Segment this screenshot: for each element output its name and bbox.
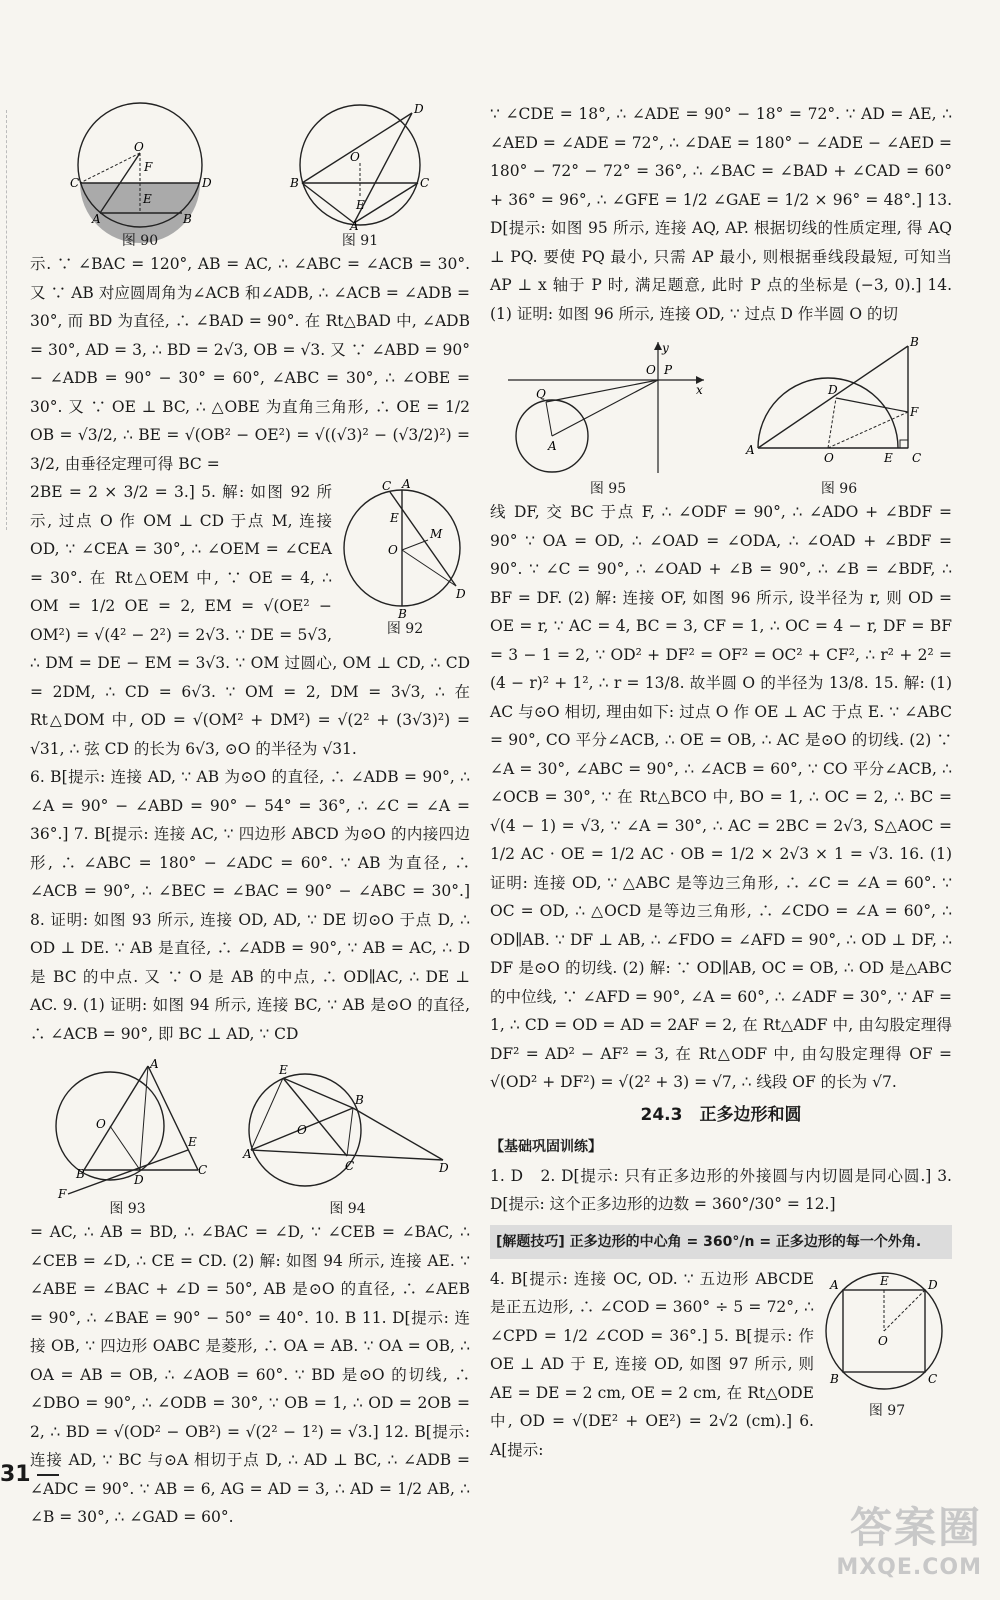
svg-text:C: C (420, 176, 430, 190)
page-number: 31 (0, 1462, 59, 1487)
right-column (490, 100, 952, 1464)
figure-92 (340, 478, 470, 638)
svg-text:C: C (928, 1371, 938, 1386)
left-paragraph-1: 示. ∵ ∠BAC = 120°, AB = AC, ∴ ∠ABC = ∠ACB = 30°. 又 ∵ AB 对应圆周角为∠ACB 和∠ADB, ∴ ∠ACB = ∠ADB = 30°, 而 BD 为直径, ∴ ∠BAD = 90°. 在 Rt△BAD 中, ∠ADB = 30°, AD = 3, ∴ BD = 2√3, OB = √3. 又 ∵ ∠ABD = 90° − ∠ADB = 90° − 30° = 60°, ∠ABC = 30°, ∴ ∠OBE = 30°. 又 ∵ OE ⊥ BC, ∴ △OBE 为直角三角形, ∴ OE = 1/2 OB = √3/2, ∴ BE = √(OB² − OE²) = √((√3)² − (√3/2)²) = 3/2, 由垂径定理可得 BC = (30, 255, 470, 473)
figure-92-caption: 图 92 (386, 621, 424, 637)
left-column (30, 100, 470, 1532)
svg-text:B: B (398, 607, 407, 621)
figure-95 (508, 338, 708, 498)
svg-text:D: D (414, 102, 424, 116)
svg-text:E: E (187, 1135, 197, 1149)
svg-text:E: E (356, 198, 365, 212)
figure-94 (243, 1058, 453, 1218)
svg-text:C: C (912, 451, 922, 465)
figure-91-diagram (290, 102, 430, 233)
figure-row-93-94 (30, 1048, 470, 1218)
svg-text:F: F (57, 1187, 66, 1201)
figure-row-95-96 (490, 328, 952, 498)
figure-90-diagram (70, 105, 210, 230)
svg-text:A: A (149, 1057, 159, 1071)
svg-text:O: O (95, 1117, 106, 1131)
svg-text:C: C (382, 479, 392, 493)
right-paragraph-3: 1. D 2. D[提示: 只有正多边形的外接圆与内切圆是同心圆.] 3. D[提示: 这个正多边形的边数 = 360°/30° = 12.] (490, 1166, 952, 1213)
figure-91 (290, 102, 430, 250)
svg-text:F: F (144, 160, 153, 174)
right-paragraph-1: ∵ ∠CDE = 18°, ∴ ∠ADE = 90° − 18° = 72°. ∵ AD = AE, ∴ ∠AED = ∠ADE = 72°, ∴ ∠DAE = 180° − ∠ADE − ∠AED = 180° − 72° − 72° = 36°, ∴ ∠BAC = ∠BAD + ∠CAD = 60° + 36° = 96°, ∴ ∠GFE = 1/2 ∠GAE = 1/2 × 96° = 48°.] 13. D[提示: 如图 95 所示, 连接 AQ, AP. 根据切线的性质定理, 得 AQ ⊥ PQ. 要使 PQ 最小, 只需 AP 最小, 则根据垂线段最短, 可知当 AP ⊥ x 轴于 P 时, 满足题意, 此时 P 点的坐标是 (−3, 0).] 14. (1) 证明: 如图 96 所示, 连接 OD, ∵ 过点 D 作半圆 O 的切 (490, 105, 952, 323)
svg-text:A: A (746, 443, 755, 457)
svg-text:B: B (183, 212, 192, 226)
svg-text:E: E (884, 451, 893, 465)
svg-text:E: E (390, 511, 399, 525)
svg-text:Q: Q (536, 387, 546, 401)
svg-text:A: A (548, 439, 557, 453)
figure-96-diagram (744, 335, 934, 478)
svg-text:D: D (438, 1161, 449, 1175)
figure-93-diagram (48, 1057, 208, 1201)
svg-text:B: B (75, 1167, 85, 1181)
svg-text:C: C (344, 1159, 354, 1173)
svg-text:A: A (350, 219, 359, 233)
svg-text:E: E (278, 1063, 288, 1077)
svg-text:B: B (354, 1093, 364, 1107)
svg-text:F: F (910, 405, 919, 419)
figure-91-caption: 图 91 (341, 233, 379, 249)
svg-text:D: D (456, 587, 466, 601)
right-paragraph-2: 线 DF, 交 BC 于点 F, ∴ ∠ODF = 90°, ∴ ∠ADO + ∠BDF = 90° ∵ OA = OD, ∴ ∠OAD = ∠ODA, ∴ ∠OAD + ∠BDF = 90°. ∵ ∠C = 90°, ∴ ∠OAD + ∠B = 90°, ∴ ∠B = ∠BDF, ∴ BF = DF. (2) 解: 连接 OF, 如图 96 所示, 设半径为 r, 则 OD = OE = r, ∵ AC = 4, BC = 3, CF = 1, ∴ OC = 4 − r, DF = BF = 3 − 1 = 2, ∵ OD² + DF² = OF² = OC² + CF², ∴ r² + 2² = (4 − r)² + 1², ∴ r = 13/8. 故半圆 O 的半径为 13/8. 15. 解: (1) AC 与⊙O 相切, 理由如下: 过点 O 作 OE ⊥ AC 于点 E. ∵ ∠ABC = 90°, CO 平分∠ACB, ∴ OE = OB, ∴ AC 是⊙O 的切线. (2) ∵ ∠A = 30°, ∠ABC = 90°, ∴ ∠ACB = 60°, ∵ CO 平分∠ACB, ∴ ∠OCB = 30°, ∵ 在 Rt△BCO 中, BO = 1, ∴ OC = 2, ∴ BC = √(4 − 1) = √3, ∵ ∠A = 30°, ∴ AC = 2BC = 2√3, S△AOC = 1/2 AC · OE = 1/2 AC · OB = 1/2 × 2√3 × 1 = √3. 16. (1) 证明: 连接 OD, ∵ △ABC 是等边三角形, ∴ ∠C = ∠A = 60°. ∵ OC = OD, ∴ △OCD 是等边三角形, ∴ ∠CDO = ∠A = 60°, ∴ OD∥AB. ∵ DF ⊥ AB, ∴ ∠FDO = ∠AFD = 90°, ∴ OD ⊥ DF, ∴ DF 是⊙O 的切线. (2) 解: ∵ OD∥AB, OC = OB, ∴ OD 是△ABC 的中位线, ∵ ∠AFD = 90°, ∠A = 60°, ∴ ∠ADF = 30°, ∵ AF = 1, ∴ CD = OD = AD = 2AF = 2, 在 Rt△ADF 中, 由勾股定理得 DF² = AD² − AF² = 3, 在 Rt△ODF 中, 由勾股定理得 OF = √(OD² + DF²) = √(2² + 3) = √7, ∴ 线段 OF 的长为 √7. (490, 503, 952, 1091)
svg-text:B: B (290, 176, 299, 190)
figure-90-caption: 图 90 (121, 233, 159, 249)
figure-95-caption: 图 95 (589, 481, 627, 497)
svg-text:M: M (430, 527, 443, 541)
svg-text:B: B (910, 335, 919, 349)
svg-text:O: O (350, 150, 360, 164)
tip-box (490, 1225, 952, 1259)
svg-text:P: P (664, 363, 673, 377)
svg-text:C: C (197, 1163, 207, 1177)
svg-text:x: x (696, 383, 703, 397)
figure-97 (822, 1265, 952, 1420)
section-tag-basic: 【基础巩固训练】 (490, 1139, 602, 1155)
svg-text:O: O (296, 1123, 307, 1137)
figure-93-caption: 图 93 (109, 1201, 146, 1217)
figure-94-diagram (243, 1058, 453, 1198)
figure-90 (70, 105, 210, 250)
watermark-site: MXQE.COM (836, 1555, 982, 1580)
figure-96 (744, 335, 934, 498)
svg-text:A: A (402, 477, 411, 491)
svg-text:O: O (878, 1333, 888, 1348)
svg-text:A: A (830, 1277, 839, 1292)
watermark-logo: 答案圈 (849, 1503, 982, 1552)
svg-text:D: D (828, 383, 838, 397)
svg-text:O: O (646, 363, 656, 377)
figure-97-diagram (822, 1265, 952, 1400)
watermark (836, 1495, 982, 1580)
svg-text:O: O (134, 140, 144, 154)
svg-text:D: D (928, 1277, 938, 1292)
figure-95-diagram (508, 338, 708, 478)
left-paragraph-2: 2BE = 2 × 3/2 = 3.] 5. 解: 如图 92 所示, 过点 O 作 OM ⊥ CD 于点 M, 连接 OD, ∵ ∠CEA = 30°, ∴ ∠OEM = ∠CEA = 30°. 在 Rt△OEM 中, ∵ OE = 4, ∴ OM = 1/2 OE = 2, EM = √(OE² − OM²) = √(4² − 2²) = 2√3. ∵ DE = 5√3, ∴ DM = DE − EM = 3√3. ∵ OM 过圆心, OM ⊥ CD, ∴ CD = 2DM, ∴ CD = 6√3. ∵ OM = 2, DM = 3√3, ∴ 在 Rt△DOM 中, OD = √(OM² + DM²) = √(2² + (3√3)²) = √31, ∴ 弦 CD 的长为 6√3, ⊙O 的半径为 √31. (30, 483, 470, 758)
figure-96-caption: 图 96 (820, 481, 858, 497)
figure-94-caption: 图 94 (329, 1201, 366, 1217)
left-paragraph-4: = AC, ∴ AB = BD, ∴ ∠BAC = ∠D, ∵ ∠CEB = ∠BAC, ∴ ∠CEB = ∠D, ∴ CE = CD. (2) 解: 如图 94 所示, 连接 AE. ∵ ∠ABE = ∠BAC + ∠D = 50°, AB 是⊙O 的直径, ∴ ∠AEB = 90°, ∴ ∠BAE = 90° − 50° = 40°. 10. B 11. D[提示: 连接 OB, ∵ 四边形 OABC 是菱形, ∴ OA = AB. ∵ OA = OB, ∴ OA = AB = OB, ∴ ∠AOB = 60°. ∵ BD 是⊙O 的切线, ∴ ∠DBO = 90°, ∴ ∠ODB = 30°, ∵ OB = 1, ∴ OD = 2OB = 2, ∴ BD = √(OD² − OB²) = √(2² − 1²) = √3.] 12. B[提示: 连接 AD, ∵ BC 与⊙A 相切于点 D, ∴ AD ⊥ BC, ∴ ∠ADB = ∠ADC = 90°. ∵ AB = 6, AG = AD = 3, ∴ AD = 1/2 AB, ∴ ∠B = 30°, ∴ ∠GAD = 60°. (30, 1223, 470, 1526)
left-paragraph-3: 6. B[提示: 连接 AD, ∵ AB 为⊙O 的直径, ∴ ∠ADB = 90°, ∴ ∠A = 90° − ∠ABD = 90° − 54° = 36°, ∴ ∠C = ∠A = 36°.] 7. B[提示: 连接 AC, ∵ 四边形 ABCD 为⊙O 的内接四边形, ∴ ∠ABC = 180° − ∠ADC = 60°. ∵ AB 为直径, ∴ ∠ACB = 90°, ∴ ∠BEC = ∠BAC = 90° − ∠ABC = 30°.] 8. 证明: 如图 93 所示, 连接 OD, AD, ∵ DE 切⊙O 于点 D, ∴ OD ⊥ DE. ∵ AB 是直径, ∴ ∠ADB = 90°, ∵ AB = AC, ∴ D 是 BC 的中点. 又 ∵ O 是 AB 的中点, ∴ OD∥AC, ∴ DE ⊥ AC. 9. (1) 证明: 如图 94 所示, 连接 BC, ∵ AB 是⊙O 的直径, ∴ ∠ACB = 90°, 即 BC ⊥ AD, ∵ CD (30, 768, 470, 1043)
svg-text:E: E (143, 192, 152, 206)
figure-92-diagram (340, 477, 470, 621)
svg-text:A: A (242, 1147, 252, 1161)
svg-text:D: D (202, 176, 212, 190)
svg-text:E: E (880, 1273, 889, 1288)
svg-text:O: O (824, 451, 834, 465)
svg-text:B: B (830, 1371, 839, 1386)
svg-text:y: y (662, 341, 669, 355)
tip-label: [解题技巧] (496, 1233, 565, 1250)
svg-text:C: C (70, 176, 80, 190)
figure-97-caption: 图 97 (868, 1402, 906, 1419)
section-title: 24.3 正多边形和圆 (640, 1104, 802, 1125)
right-paragraph-4: 4. B[提示: 连接 OC, OD. ∵ 五边形 ABCDE 是正五边形, ∴ ∠COD = 360° ÷ 5 = 72°, ∴ ∠CPD = 1/2 ∠COD = 36°.] 5. B[提示: 作 OE ⊥ AD 于 E, 连接 OD, 如图 97 所示, 则 AE = DE = 2 cm, OE = 2 cm, 在 Rt△ODE 中, OD = √(DE² + OE²) = 2√2 (cm).] 6. A[提示: (490, 1269, 814, 1459)
tip-text: 正多边形的中心角 = 360°/n = 正多边形的每一个外角. (569, 1233, 922, 1250)
page-edge-mark (6, 110, 7, 530)
svg-text:D: D (133, 1173, 144, 1187)
figure-93 (48, 1058, 208, 1218)
figure-row-90-91 (30, 100, 470, 250)
svg-text:O: O (388, 543, 398, 557)
svg-text:A: A (92, 212, 101, 226)
